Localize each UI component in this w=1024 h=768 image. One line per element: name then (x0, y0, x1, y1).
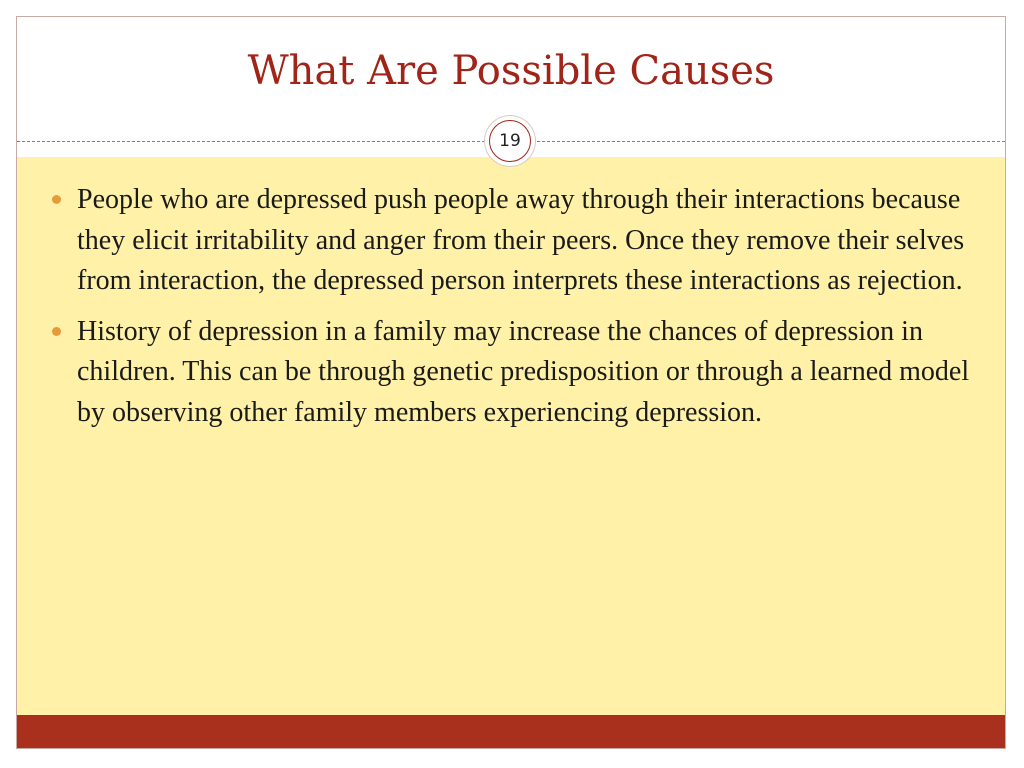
bullet-dot-icon (52, 195, 61, 204)
slide-number: 19 (489, 120, 531, 162)
bullet-text: History of depression in a family may increase the chances of depression in children. This can be through genetic predisposition or through a learned model by observing other family members experiencing depression. (77, 315, 970, 428)
footer-bar (17, 715, 1005, 748)
slide-title: What Are Possible Causes (247, 48, 775, 94)
slide-number-badge (485, 116, 535, 166)
bullet-item (50, 312, 980, 434)
bullet-text: People who are depressed push people away through their interactions because they elicit irritability and anger from their peers. Once they remove their selves from interaction, the depressed person interprets these interactions as rejection. (77, 184, 965, 296)
bullet-dot-icon (52, 327, 61, 336)
bullet-list (50, 180, 980, 443)
bullet-item (50, 180, 980, 302)
